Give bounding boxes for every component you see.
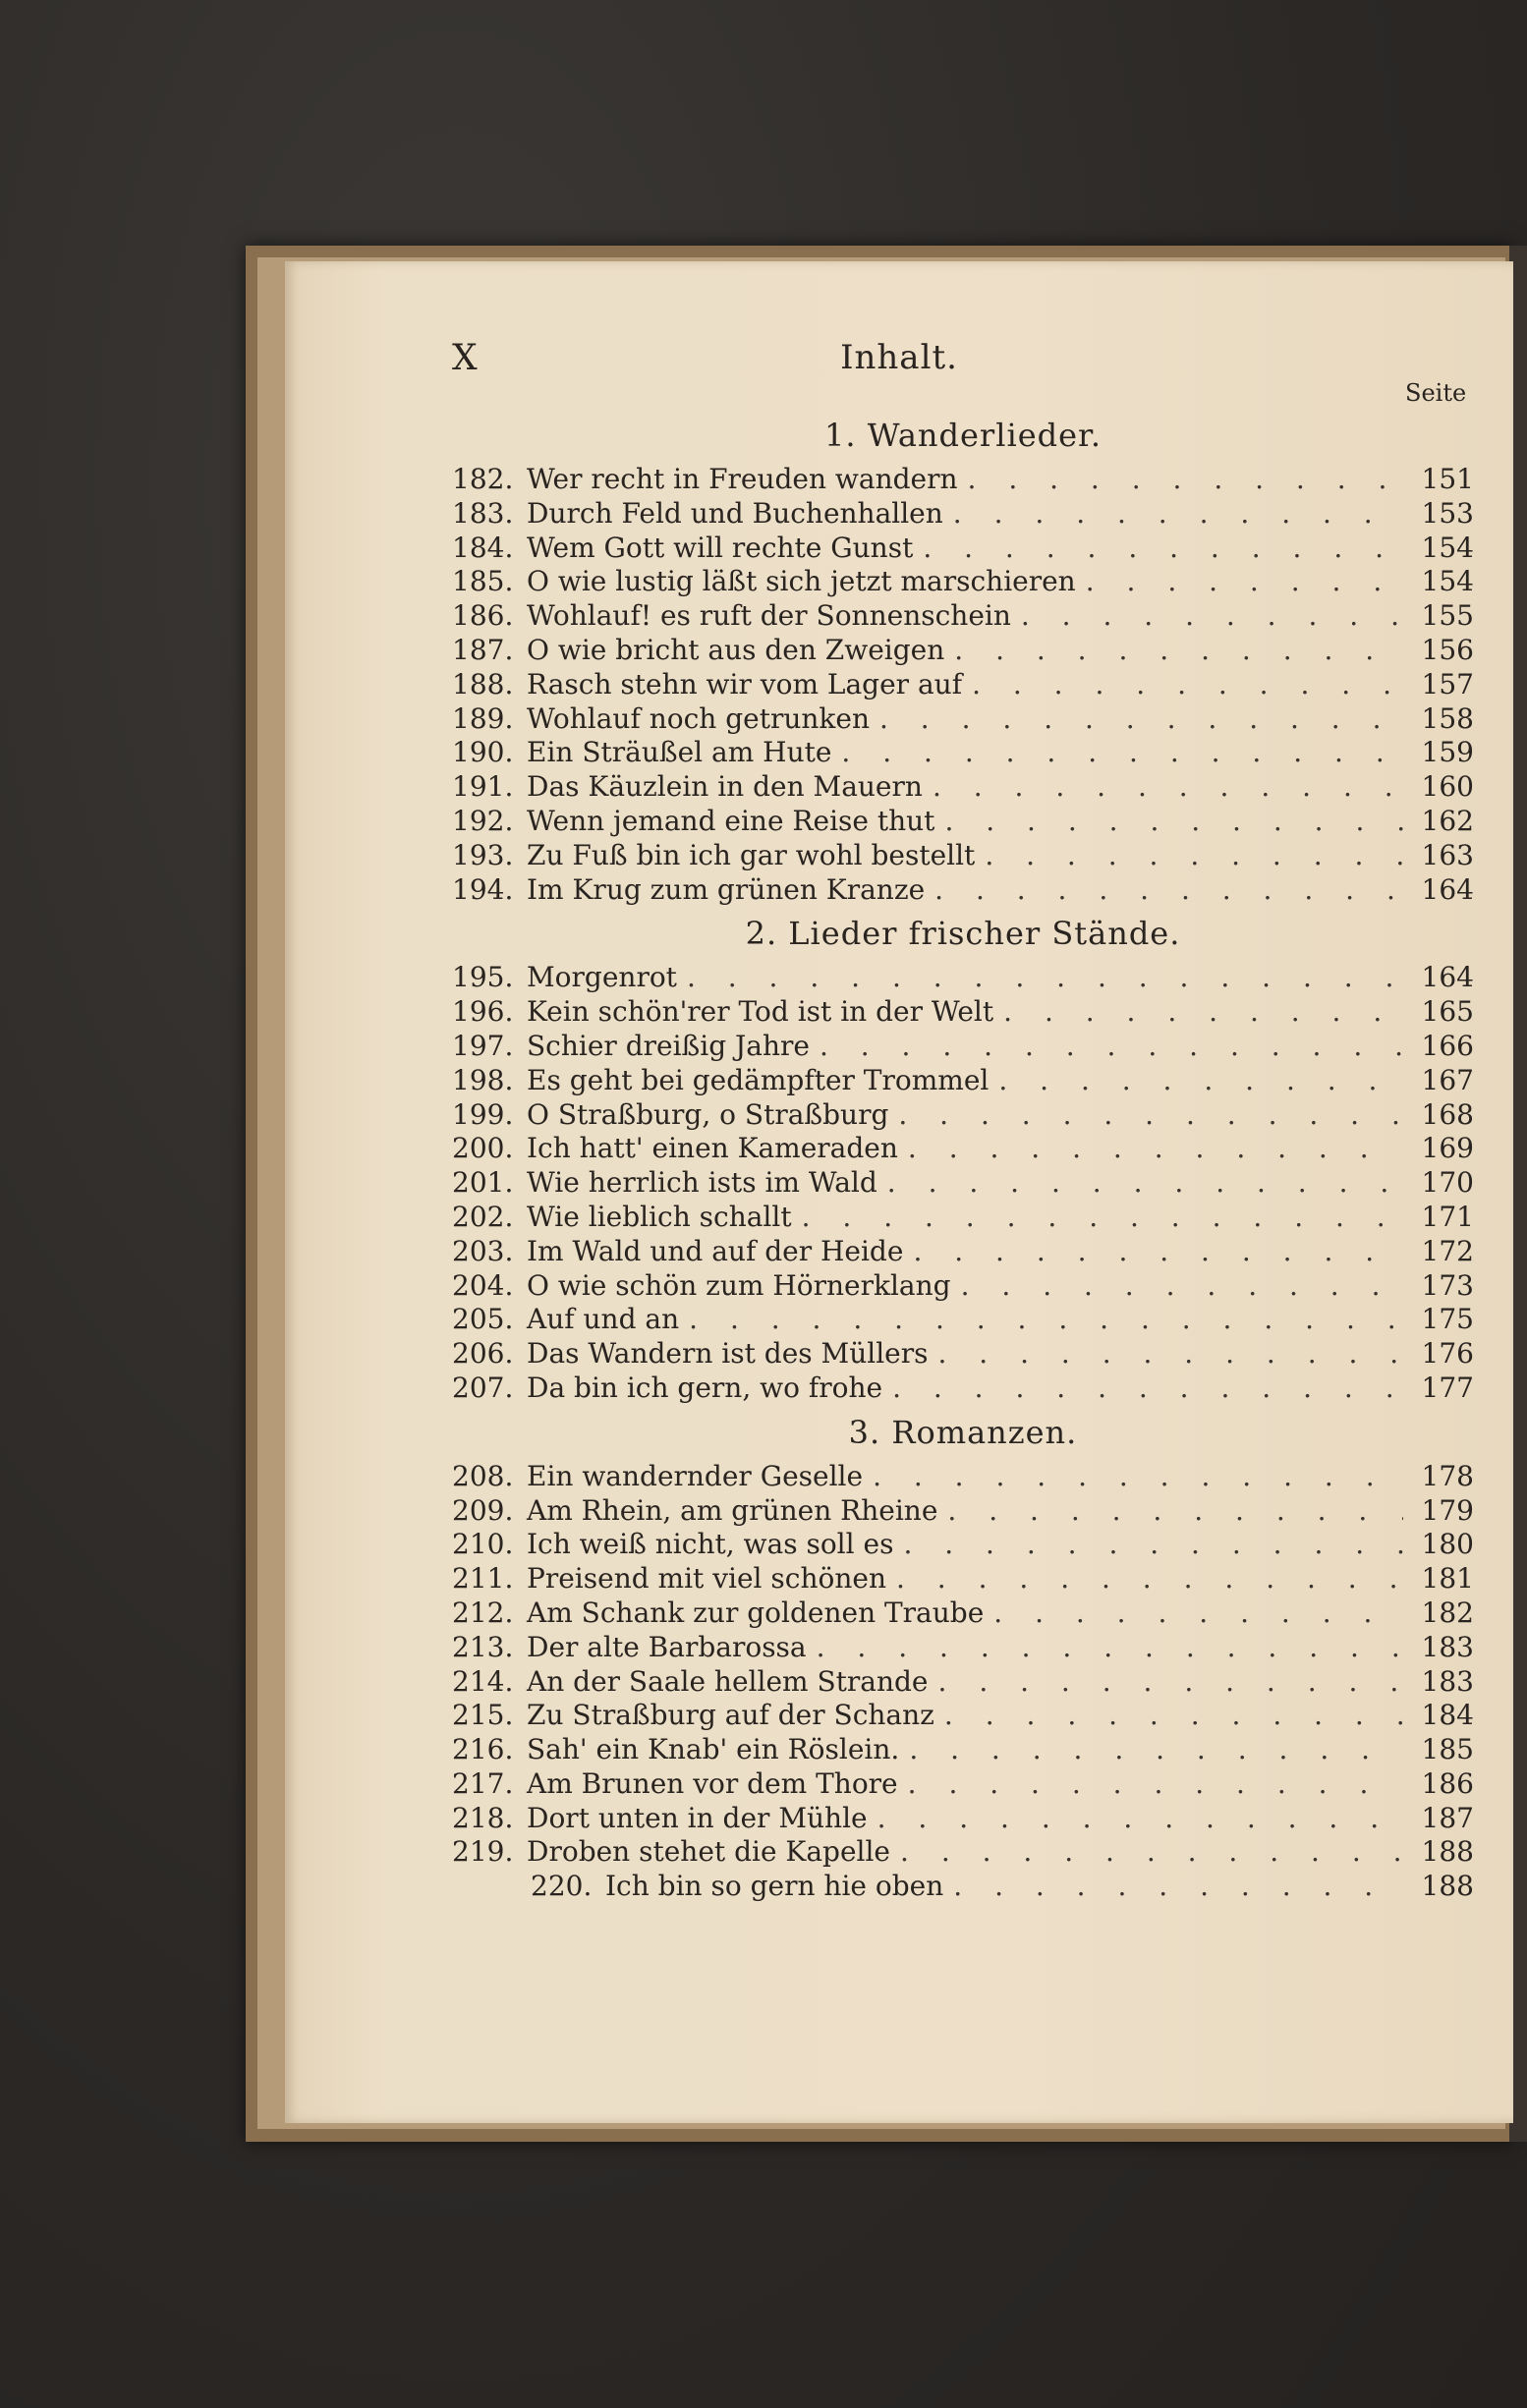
table-of-contents <box>452 409 1474 1904</box>
dot-leader <box>687 961 1403 995</box>
entry-title: Da bin ich gern, wo frohe <box>527 1371 883 1404</box>
entry-number: 195. <box>452 961 514 994</box>
entry-page: 184 <box>1421 1699 1474 1732</box>
entry-title: Preisend mit viel schönen <box>527 1562 886 1596</box>
dot-leader <box>954 634 1403 668</box>
dot-leader <box>908 1767 1403 1802</box>
toc-entry <box>452 1767 1474 1802</box>
entry-number: 217. <box>452 1766 514 1800</box>
page-number: X <box>452 338 478 378</box>
dot-leader <box>944 1699 1403 1733</box>
toc-entry <box>452 1030 1474 1064</box>
entry-number: 215. <box>452 1699 514 1732</box>
toc-entry <box>452 1528 1474 1562</box>
entry-number: 205. <box>452 1303 514 1336</box>
entry-number: 208. <box>452 1459 514 1492</box>
entry-page: 178 <box>1421 1459 1474 1492</box>
dot-leader <box>968 463 1403 497</box>
entry-page: 159 <box>1421 736 1474 769</box>
entry-title: Ein Sträußel am Hute <box>527 736 832 769</box>
entry-number: 210. <box>452 1528 514 1561</box>
toc-entry <box>452 1562 1474 1596</box>
entry-number: 203. <box>452 1234 514 1267</box>
dot-leader <box>985 839 1403 873</box>
toc-entry <box>452 1098 1474 1133</box>
page-header <box>285 338 1513 387</box>
toc-entry <box>452 1303 1474 1337</box>
toc-entry <box>452 1835 1474 1870</box>
entry-page: 182 <box>1421 1596 1474 1629</box>
entry-title: Zu Fuß bin ich gar wohl bestellt <box>527 838 976 871</box>
entry-number: 189. <box>452 701 514 735</box>
entry-title: Am Schank zur goldenen Traube <box>527 1596 985 1629</box>
entry-title: Wenn jemand eine Reise thut <box>527 804 935 837</box>
entry-number: 191. <box>452 770 514 804</box>
toc-entry <box>452 805 1474 839</box>
entry-number: 206. <box>452 1337 514 1371</box>
page-title: Inhalt. <box>840 338 958 377</box>
entry-title: Wie lieblich schallt <box>527 1200 792 1233</box>
toc-entry <box>452 1733 1474 1767</box>
dot-leader <box>909 1733 1403 1767</box>
entry-page: 165 <box>1421 995 1474 1029</box>
entry-title: Wohlauf! es ruft der Sonnenschein <box>527 599 1011 633</box>
entry-number: 220. <box>531 1870 593 1903</box>
dot-leader <box>879 702 1403 737</box>
dot-leader <box>817 1631 1403 1665</box>
entry-title: Rasch stehn wir vom Lager auf <box>527 667 963 700</box>
entry-title: Im Krug zum grünen Kranze <box>527 872 926 906</box>
entry-title: Sah' ein Knab' ein Röslein. <box>527 1733 900 1766</box>
entry-title: Ich bin so gern hie oben <box>605 1870 944 1903</box>
dot-leader <box>933 770 1403 805</box>
toc-entry <box>452 1064 1474 1098</box>
entry-title: O Straßburg, o Straßburg <box>527 1097 889 1131</box>
entry-page: 177 <box>1421 1371 1474 1404</box>
entry-page: 175 <box>1421 1303 1474 1336</box>
entry-number: 209. <box>452 1493 514 1527</box>
entry-number: 219. <box>452 1835 514 1869</box>
toc-entry <box>452 736 1474 770</box>
entry-page: 183 <box>1421 1630 1474 1663</box>
dot-leader <box>898 1098 1403 1133</box>
entry-page: 151 <box>1421 463 1474 495</box>
entry-page: 155 <box>1421 599 1474 633</box>
entry-page: 164 <box>1421 872 1474 906</box>
entry-title: Wohlauf noch getrunken <box>527 701 870 735</box>
dot-leader <box>1003 995 1403 1030</box>
entry-number: 211. <box>452 1562 514 1596</box>
entry-page: 183 <box>1421 1664 1474 1698</box>
dot-leader <box>934 873 1403 908</box>
entry-page: 185 <box>1421 1733 1474 1766</box>
toc-entry <box>452 702 1474 737</box>
toc-entry <box>452 1870 1474 1904</box>
entry-title: Es geht bei gedämpfter Trommel <box>527 1063 990 1096</box>
entry-number: 204. <box>452 1268 514 1302</box>
entry-page: 160 <box>1421 770 1474 804</box>
entry-number: 183. <box>452 496 514 530</box>
toc-entry <box>452 961 1474 995</box>
toc-entry <box>452 1596 1474 1631</box>
entry-title: Kein schön'rer Tod ist in der Welt <box>527 995 994 1029</box>
dot-leader <box>892 1372 1403 1406</box>
entry-title: Wem Gott will rechte Gunst <box>527 531 914 564</box>
dot-leader <box>944 805 1403 839</box>
dot-leader <box>972 668 1403 702</box>
entry-title: Das Käuzlein in den Mauern <box>527 770 923 804</box>
entry-title: Auf und an <box>527 1303 680 1336</box>
dot-leader <box>947 1494 1403 1529</box>
entry-title: Ich weiß nicht, was soll es <box>527 1528 894 1561</box>
dot-leader <box>887 1166 1403 1201</box>
entry-title: Ich hatt' einen Kameraden <box>527 1132 898 1165</box>
dot-leader <box>896 1562 1403 1596</box>
entry-title: O wie bricht aus den Zweigen <box>527 633 945 666</box>
book-page <box>285 261 1513 2123</box>
toc-entry <box>452 995 1474 1030</box>
toc-entry <box>452 634 1474 668</box>
toc-entry <box>452 463 1474 497</box>
section-title: 1. Wanderlieder. <box>824 417 1102 454</box>
toc-entry <box>452 770 1474 805</box>
entry-page: 166 <box>1421 1029 1474 1062</box>
entry-page: 179 <box>1421 1493 1474 1527</box>
entry-title: O wie schön zum Hörnerklang <box>527 1268 951 1302</box>
entry-page: 153 <box>1421 496 1474 530</box>
entry-page: 180 <box>1421 1528 1474 1561</box>
entry-title: Zu Straßburg auf der Schanz <box>527 1699 934 1732</box>
dot-leader <box>913 1235 1403 1269</box>
entry-title: Am Rhein, am grünen Rheine <box>527 1493 938 1527</box>
toc-entry <box>452 1337 1474 1372</box>
entry-page: 176 <box>1421 1337 1474 1371</box>
entry-number: 187. <box>452 633 514 666</box>
entry-number: 218. <box>452 1801 514 1834</box>
entry-page: 187 <box>1421 1801 1474 1834</box>
entry-number: 184. <box>452 531 514 564</box>
entry-page: 167 <box>1421 1063 1474 1096</box>
entry-title: Schier dreißig Jahre <box>527 1029 810 1062</box>
entry-title: Droben stehet die Kapelle <box>527 1835 891 1869</box>
entry-title: Ein wandernder Geselle <box>527 1459 864 1492</box>
entry-number: 190. <box>452 736 514 769</box>
entry-number: 182. <box>452 463 514 495</box>
toc-entry <box>452 1460 1474 1494</box>
entry-title: Wie herrlich ists im Wald <box>527 1166 877 1200</box>
section-title: 3. Romanzen. <box>848 1413 1078 1451</box>
entry-title: O wie lustig läßt sich jetzt marschieren <box>527 565 1076 598</box>
dot-leader <box>873 1460 1403 1494</box>
entry-title: Der alte Barbarossa <box>527 1630 807 1663</box>
entry-page: 172 <box>1421 1234 1474 1267</box>
entry-title: Das Wandern ist des Müllers <box>527 1337 929 1371</box>
toc-entry <box>452 1802 1474 1836</box>
toc-entry <box>452 839 1474 873</box>
entry-number: 198. <box>452 1063 514 1096</box>
entry-page: 158 <box>1421 701 1474 735</box>
entry-page: 173 <box>1421 1268 1474 1302</box>
dot-leader <box>802 1201 1403 1235</box>
toc-entry <box>452 873 1474 908</box>
entry-title: An der Saale hellem Strande <box>527 1664 929 1698</box>
entry-title: Morgenrot <box>527 961 677 994</box>
toc-entry <box>452 1494 1474 1529</box>
entry-number: 197. <box>452 1029 514 1062</box>
entry-number: 213. <box>452 1630 514 1663</box>
dot-leader <box>908 1132 1403 1166</box>
toc-entry <box>452 599 1474 634</box>
toc-entry <box>452 497 1474 532</box>
entry-number: 194. <box>452 872 514 906</box>
page-column-label: Seite <box>1405 379 1467 407</box>
toc-entry <box>452 1235 1474 1269</box>
toc-entry <box>452 1269 1474 1304</box>
entry-number: 196. <box>452 995 514 1029</box>
dot-leader <box>1086 565 1403 599</box>
entry-title: Dort unten in der Mühle <box>527 1801 868 1834</box>
dot-leader <box>900 1835 1403 1870</box>
entry-page: 164 <box>1421 961 1474 994</box>
entry-page: 163 <box>1421 838 1474 871</box>
entry-page: 181 <box>1421 1562 1474 1596</box>
toc-entry <box>452 1132 1474 1166</box>
entry-page: 171 <box>1421 1200 1474 1233</box>
entry-number: 200. <box>452 1132 514 1165</box>
entry-number: 212. <box>452 1596 514 1629</box>
entry-page: 157 <box>1421 667 1474 700</box>
entry-page: 188 <box>1421 1870 1474 1903</box>
entry-number: 193. <box>452 838 514 871</box>
toc-entry <box>452 1665 1474 1700</box>
entry-number: 186. <box>452 599 514 633</box>
entry-number: 202. <box>452 1200 514 1233</box>
entry-page: 162 <box>1421 804 1474 837</box>
entry-number: 207. <box>452 1371 514 1404</box>
toc-entry <box>452 532 1474 566</box>
dot-leader <box>961 1269 1403 1304</box>
entry-number: 188. <box>452 667 514 700</box>
dot-leader <box>903 1528 1403 1562</box>
toc-entry <box>452 668 1474 702</box>
entry-number: 201. <box>452 1166 514 1200</box>
entry-number: 216. <box>452 1733 514 1766</box>
entry-page: 156 <box>1421 633 1474 666</box>
entry-page: 154 <box>1421 531 1474 564</box>
dot-leader <box>841 736 1403 770</box>
dot-leader <box>953 1870 1403 1904</box>
toc-entry <box>452 1699 1474 1733</box>
entry-title: Am Brunen vor dem Thore <box>527 1766 898 1800</box>
toc-entry <box>452 1201 1474 1235</box>
dot-leader <box>877 1802 1403 1836</box>
dot-leader <box>1021 599 1403 634</box>
entry-page: 169 <box>1421 1132 1474 1165</box>
entry-title: Durch Feld und Buchenhallen <box>527 496 943 530</box>
entry-page: 188 <box>1421 1835 1474 1869</box>
entry-page: 170 <box>1421 1166 1474 1200</box>
dot-leader <box>953 497 1403 532</box>
entry-number: 185. <box>452 565 514 598</box>
dot-leader <box>923 532 1403 566</box>
entry-page: 186 <box>1421 1766 1474 1800</box>
entry-title: Im Wald und auf der Heide <box>527 1234 904 1267</box>
dot-leader <box>938 1665 1403 1700</box>
entry-page: 154 <box>1421 565 1474 598</box>
section-title: 2. Lieder frischer Stände. <box>745 915 1181 953</box>
dot-leader <box>820 1030 1403 1064</box>
entry-title: Wer recht in Freuden wandern <box>527 463 958 495</box>
dot-leader <box>998 1064 1403 1098</box>
toc-entry <box>452 1166 1474 1201</box>
dot-leader <box>937 1337 1403 1372</box>
toc-entry <box>452 565 1474 599</box>
toc-entry <box>452 1631 1474 1665</box>
entry-number: 192. <box>452 804 514 837</box>
entry-page: 168 <box>1421 1097 1474 1131</box>
toc-entry <box>452 1372 1474 1406</box>
entry-number: 214. <box>452 1664 514 1698</box>
dot-leader <box>993 1596 1403 1631</box>
entry-number: 199. <box>452 1097 514 1131</box>
dot-leader <box>689 1303 1403 1337</box>
